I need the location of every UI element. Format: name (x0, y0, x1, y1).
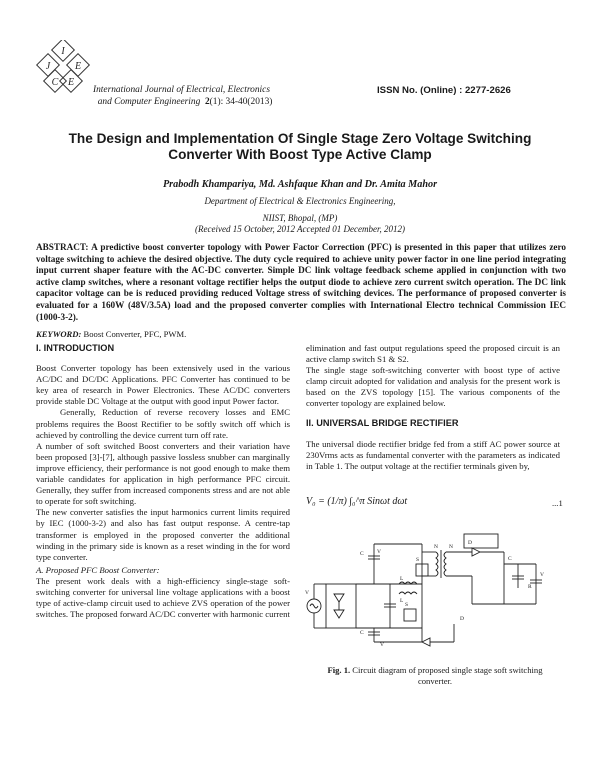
circuit-diagram (304, 524, 560, 654)
title-line-1: The Design and Implementation Of Single Stage Zero Voltage Switching (68, 131, 532, 146)
journal-line-2: and Computer Engineering 2(1): 34-40(2013) (97, 97, 273, 107)
authors: Prabodh Khampariya, Md. Ashfaque Khan and Dr. Amita Mahor (162, 179, 438, 190)
figure-caption-text: Circuit diagram of proposed single stage soft switching converter. (350, 665, 543, 686)
svg-text:S: S (405, 602, 409, 608)
received-dates: (Received 15 October, 2012 Accepted 01 December, 2012) (194, 224, 405, 234)
svg-text:V: V (380, 642, 384, 648)
svg-text:V: V (540, 572, 544, 578)
paragraph: The single stage soft-switching converter with boost type of active clamp circuit adopted for validation and analysis for the present work is based on the ZVS topology [15]. The various components of the converter topology are explained below. (306, 365, 560, 409)
svg-text:C: C (508, 556, 512, 562)
title-line-2: Converter With Boost Type Active Clamp (168, 147, 432, 162)
section-heading-introduction: I. INTRODUCTION (36, 343, 115, 353)
svg-text:C: C (360, 630, 364, 636)
svg-text:S: S (416, 557, 420, 563)
equation: V₀ = (1/π) ∫₀^π Sinωt dωt (306, 496, 408, 507)
logo-letter-i: I (61, 46, 65, 57)
issn: ISSN No. (Online) : 2277-2626 (377, 85, 511, 96)
journal-volume: 2 (204, 97, 210, 107)
figure-label: Fig. 1. (327, 665, 351, 675)
svg-text:L: L (400, 598, 404, 604)
svg-text:V: V (305, 590, 309, 596)
right-column (306, 343, 560, 472)
figure-caption (310, 665, 560, 687)
logo-letter-e: E (74, 61, 82, 72)
paragraph: Generally, Reduction of reverse recovery losses and EMC problems requires the Boost Rectifier to be softly switch off which is achieved by controlling the device current turn off rate. (36, 407, 290, 440)
svg-text:V: V (377, 549, 381, 555)
journal-line-1: International Journal of Electrical, Electronics (93, 85, 270, 95)
journal-name (93, 84, 323, 108)
keywords (36, 329, 186, 339)
journal-logo (36, 40, 92, 98)
logo-letter-c: C (51, 77, 59, 88)
affil-line-2: NIIST, Bhopal, (MP) (262, 213, 338, 223)
paragraph: elimination and fast output regulations speed the proposed circuit is an active clamp switch S1 & S2. (306, 343, 560, 365)
paragraph: A number of soft switched Boost converters and their variation have been proposed [3]-[7], although passive lossless snubber can marginally improve efficiency, their performance is not good enough to make them variable candidates for application in high performance PFC circuit. Generally, they suffer from increased components stress and are not able to operate for soft switching. (36, 440, 290, 507)
logo-letter-j: J (45, 61, 51, 72)
abstract: ABSTRACT: A predictive boost converter topology with Power Factor Correction (PFC) is presented in this paper that utilizes zero voltage switching to achieve the desired objective. The duty cycle required to achieve unity power factor in one line period integrating input current shaper feature with the AC-DC converter. Simple DC link voltage feedback scheme applied in conjunction with two active clamp switches, where a resonant voltage rectifier helps the output diode to achieve zero current switch operation. The DC link capacitor voltage can be is reduced providing reduced Voltage stress of switching devices. The performance of proposed converter is evaluated for a 160W (48V/3.5A) load and the proposed converter complies with International Electro technical Commission IEC (1000-3-2). (36, 242, 566, 322)
svg-text:N: N (449, 544, 453, 550)
paragraph: Boost Converter topology has been extensively used in the various AC/DC and DC/DC Applications. PFC Converter has continued to be key area of research in Power Electronics. These AC/DC converters provide stable DC Voltage at the output with good input Power factor. (36, 363, 290, 407)
equation-number: ...1 (552, 498, 563, 508)
subsection-heading: A. Proposed PFC Boost Converter: (36, 564, 160, 575)
svg-text:L: L (400, 576, 404, 582)
affiliation (60, 196, 540, 235)
paper-title (40, 131, 560, 163)
svg-text:C: C (360, 551, 364, 557)
logo-letter-e2: E (67, 77, 75, 88)
left-column (36, 343, 290, 620)
paragraph: The new converter satisfies the input harmonics current limits required by IEC (1000-3-2) and also has fast output response. A centre-tap transformer is employed in the proposed converter the additional winding in the primary side is known as a reset winding in the for word type converter. (36, 507, 290, 562)
keyword-list: Boost Converter, PFC, PWM. (81, 329, 187, 339)
svg-text:D: D (468, 540, 472, 546)
svg-text:D: D (460, 616, 464, 622)
keyword-label: KEYWORD: (36, 329, 82, 339)
paragraph: The universal diode rectifier bridge fed from a stiff AC power source at 230Vrms acts as fundamental converter with the parameters as indicated in Table 1. The output voltage at the rectifier terminals given by, (306, 438, 560, 471)
svg-text:R: R (528, 584, 532, 590)
paragraph: The present work deals with a high-efficiency single-stage soft-switching converter for universal line voltage applications with a boost type of active-clamp circuit used to achieve ZVS operation of the power switches. The proposed forward AC/DC converter with harmonic current (36, 575, 290, 620)
affil-line-1: Department of Electrical & Electronics Engineering, (204, 196, 396, 206)
section-heading-bridge-rectifier: II. UNIVERSAL BRIDGE RECTIFIER (306, 417, 459, 428)
journal-issue: (1): 34-40(2013) (209, 97, 273, 107)
svg-text:N: N (434, 544, 438, 550)
